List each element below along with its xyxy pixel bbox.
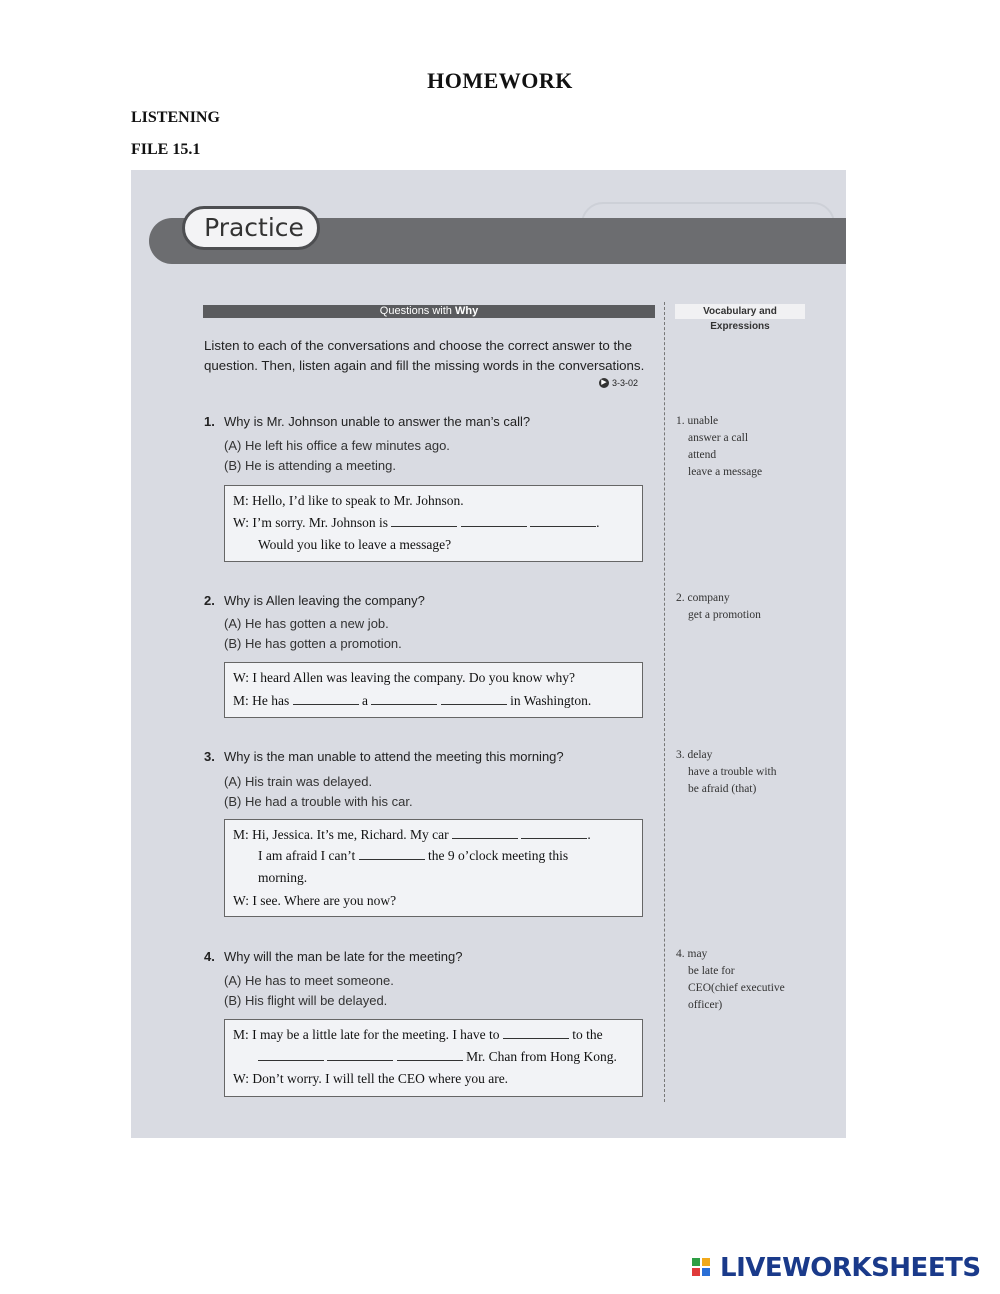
vocab-header: Vocabulary and Expressions xyxy=(675,304,805,319)
conv-line xyxy=(258,1049,617,1065)
line-text: Don’t worry. I will tell the CEO where you are. xyxy=(252,1071,509,1086)
vocab-list-3 xyxy=(676,747,776,798)
conversation-box xyxy=(224,662,643,718)
blank-input[interactable] xyxy=(293,693,359,705)
speaker: W: xyxy=(233,1071,249,1086)
blank-input[interactable] xyxy=(441,693,507,705)
conv-line xyxy=(233,1027,603,1043)
question-text: Why is Mr. Johnson unable to answer the man’s call? xyxy=(224,414,531,429)
vocab-item: 2. company xyxy=(676,592,730,604)
question-text: Why is Allen leaving the company? xyxy=(224,593,425,608)
line-text: Hi, Jessica. It’s me, Richard. My car xyxy=(252,827,449,842)
liveworksheets-brand: LIVEWORKSHEETS xyxy=(720,1253,981,1283)
question-text: Why is the man unable to attend the meeting this morning? xyxy=(224,749,564,764)
blank-input[interactable] xyxy=(258,1049,324,1061)
questions-header xyxy=(203,305,655,318)
speaker: W: xyxy=(233,893,249,908)
question-3 xyxy=(204,749,564,764)
column-divider xyxy=(664,302,665,1102)
logo-square xyxy=(692,1258,700,1266)
option-b[interactable]: (B) His flight will be delayed. xyxy=(224,993,388,1008)
conv-line xyxy=(233,515,600,531)
page-title: HOMEWORK xyxy=(427,68,573,93)
vocab-item: 1. unable xyxy=(676,415,719,427)
speaker: W: xyxy=(233,670,249,685)
line-tail: . xyxy=(587,827,591,842)
blank-input[interactable] xyxy=(521,827,587,839)
option-b[interactable]: (B) He has gotten a promotion. xyxy=(224,636,402,651)
vocab-list-4 xyxy=(676,946,785,1014)
line-tail: Mr. Chan from Hong Kong. xyxy=(466,1049,617,1064)
vocab-item: be afraid (that) xyxy=(688,783,757,795)
blank-input[interactable] xyxy=(452,827,518,839)
line-tail: . xyxy=(596,515,600,530)
blank-input[interactable] xyxy=(503,1027,569,1039)
line-text: Would you like to leave a message? xyxy=(258,537,452,552)
line-tail: the 9 o’clock meeting this xyxy=(427,848,569,863)
line-text: I am afraid I can’t xyxy=(258,848,356,863)
vocab-item: get a promotion xyxy=(688,609,761,621)
audio-track-label: 3-3-02 xyxy=(612,378,639,388)
option-a[interactable]: (A) He has gotten a new job. xyxy=(224,616,389,631)
conv-line xyxy=(233,670,575,686)
question-1 xyxy=(204,414,530,429)
speaker: W: xyxy=(233,515,249,530)
blank-input[interactable] xyxy=(391,515,457,527)
speaker: M: xyxy=(233,693,249,708)
question-4 xyxy=(204,949,462,964)
liveworksheets-logo-icon xyxy=(692,1258,716,1282)
conv-line xyxy=(258,537,451,553)
speaker: M: xyxy=(233,493,249,508)
liveworksheets-watermark xyxy=(690,1253,990,1287)
practice-pill xyxy=(182,206,320,250)
conv-line xyxy=(258,848,568,864)
questions-header-keyword: Why xyxy=(454,305,479,317)
blank-input[interactable] xyxy=(461,515,527,527)
vocab-item: be late for xyxy=(688,965,735,977)
practice-heading: Practice xyxy=(204,213,304,242)
line-tail: in Washington. xyxy=(510,693,592,708)
blank-input[interactable] xyxy=(371,693,437,705)
section-label: LISTENING xyxy=(131,109,220,126)
conv-line xyxy=(233,693,591,709)
line-text: I see. Where are you now? xyxy=(252,893,397,908)
conv-line xyxy=(258,870,307,886)
option-b[interactable]: (B) He is attending a meeting. xyxy=(224,458,396,473)
option-a[interactable]: (A) His train was delayed. xyxy=(224,774,373,789)
vocab-item: officer) xyxy=(688,999,723,1011)
conv-line xyxy=(233,827,591,843)
vocab-item: CEO(chief executive xyxy=(688,982,785,994)
vocab-item: 4. may xyxy=(676,948,708,960)
line-mid: a xyxy=(362,693,369,708)
vocab-item: leave a message xyxy=(688,466,763,478)
question-text: Why will the man be late for the meeting? xyxy=(224,949,463,964)
logo-square xyxy=(702,1258,710,1266)
conversation-box xyxy=(224,819,643,917)
questions-header-prefix: Questions with xyxy=(379,305,455,317)
speaker: M: xyxy=(233,1027,249,1042)
line-tail: to the xyxy=(572,1027,603,1042)
blank-input[interactable] xyxy=(397,1049,463,1061)
file-label: FILE 15.1 xyxy=(131,141,201,158)
line-text: Hello, I’d like to speak to Mr. Johnson. xyxy=(252,493,464,508)
conv-line xyxy=(233,1071,508,1087)
question-2 xyxy=(204,593,425,608)
instructions: Listen to each of the conversations and choose the correct answer to the question. Then, listen again and fill the missing words in the conversations. xyxy=(204,338,645,373)
vocab-list-2 xyxy=(676,590,761,624)
conversation-box xyxy=(224,485,643,562)
conversation-box xyxy=(224,1019,643,1097)
line-text: I’m sorry. Mr. Johnson is xyxy=(252,515,389,530)
blank-input[interactable] xyxy=(359,848,425,860)
option-b[interactable]: (B) He had a trouble with his car. xyxy=(224,794,413,809)
logo-square xyxy=(702,1268,710,1276)
blank-input[interactable] xyxy=(327,1049,393,1061)
question-number: 1. xyxy=(204,414,215,429)
conv-line xyxy=(233,493,464,509)
vocab-list-1 xyxy=(676,413,762,481)
line-text: I may be a little late for the meeting. I have to xyxy=(252,1027,500,1042)
speaker: M: xyxy=(233,827,249,842)
conv-line xyxy=(233,893,396,909)
option-a[interactable]: (A) He has to meet someone. xyxy=(224,973,394,988)
scanned-worksheet xyxy=(131,170,846,1138)
blank-input[interactable] xyxy=(530,515,596,527)
vocab-item: have a trouble with xyxy=(688,766,777,778)
vocab-item: 3. delay xyxy=(676,749,713,761)
option-a[interactable]: (A) He left his office a few minutes ago. xyxy=(224,438,450,453)
vocab-item: attend xyxy=(688,449,717,461)
line-text: morning. xyxy=(258,870,308,885)
logo-square xyxy=(692,1268,700,1276)
line-text: He has xyxy=(252,693,290,708)
question-number: 3. xyxy=(204,749,215,764)
question-number: 4. xyxy=(204,949,215,964)
line-text: I heard Allen was leaving the company. Do you know why? xyxy=(252,670,576,685)
audio-track-icon: ▶ xyxy=(599,378,609,388)
vocab-item: answer a call xyxy=(688,432,749,444)
question-number: 2. xyxy=(204,593,215,608)
